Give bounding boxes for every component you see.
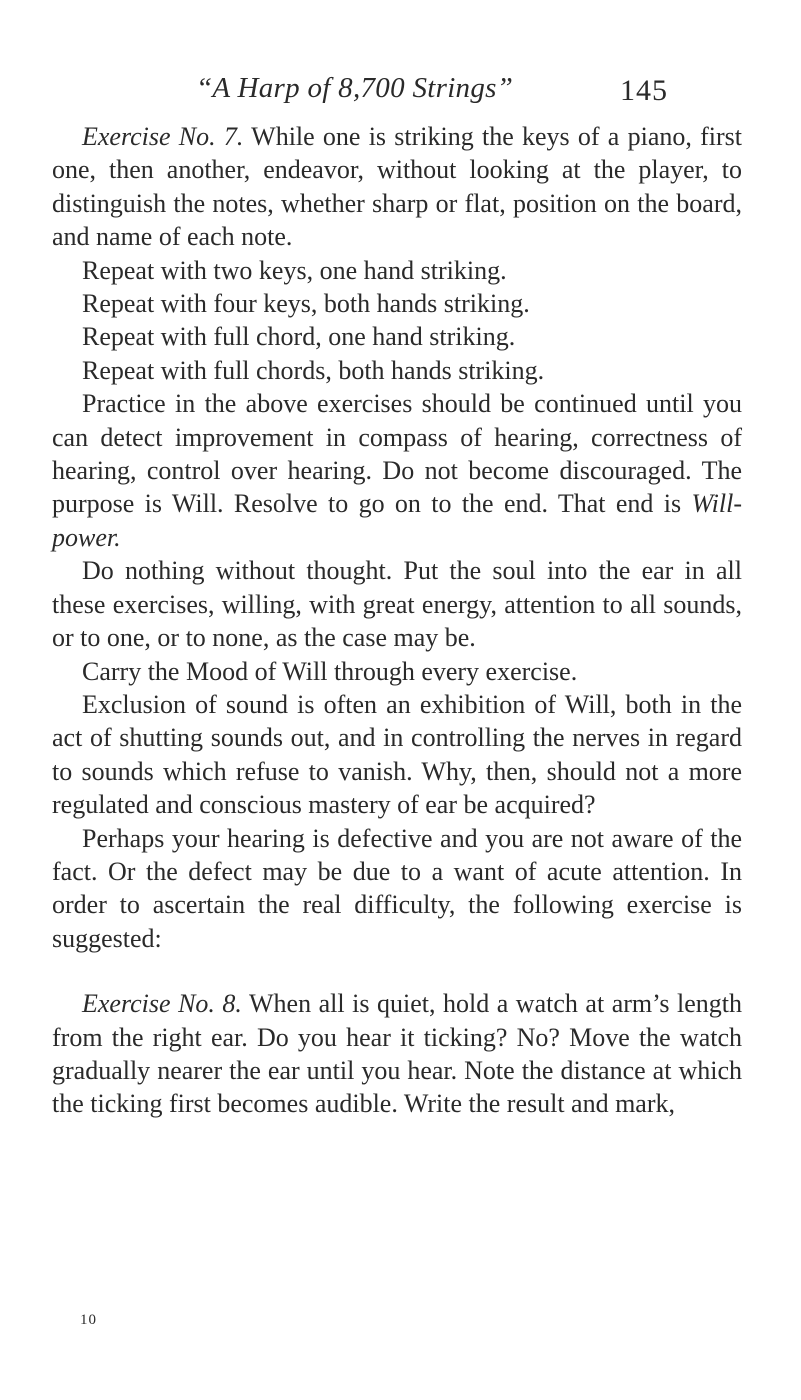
signature-mark: 10 xyxy=(80,1312,97,1328)
body-text xyxy=(52,120,742,1121)
exercise-8-label: Exercise No. 8. xyxy=(82,989,242,1019)
running-head-title: “A Harp of 8,700 Strings” xyxy=(196,72,514,104)
exercise-7-paragraph xyxy=(52,120,742,254)
perhaps-paragraph: Perhaps your hearing is defective and you are not aware of the fact. Or the defect may be due to a want of acute attention. In order to ascertain the real difficulty, the following exercise is suggested: xyxy=(52,823,742,953)
repeat-line-3: Repeat with full chord, one hand striking. xyxy=(82,322,516,352)
page-number: 145 xyxy=(620,74,668,107)
practice-paragraph xyxy=(52,387,742,554)
exercise-7-text: While one is striking the keys of a piano, first one, then another, endeavor, without looking at the player, to distinguish the notes, whether sharp or flat, position on the board, and name of each note. xyxy=(52,122,742,252)
repeat-line-4: Repeat with full chords, both hands striking. xyxy=(82,355,545,385)
exercise-7-label: Exercise No. 7. xyxy=(82,122,244,151)
mood-paragraph: Carry the Mood of Will through every exercise. xyxy=(82,656,578,686)
do-nothing-paragraph: Do nothing without thought. Put the soul into the ear in all these exercises, willing, with great energy, attention to all sounds, or to one, or to none, as the case may be. xyxy=(52,556,742,653)
exercise-8-paragraph xyxy=(52,987,742,1121)
repeat-line-1: Repeat with two keys, one hand striking. xyxy=(82,255,507,285)
will-power-emphasis: Will-power. xyxy=(52,489,742,552)
repeat-line-2: Repeat with four keys, both hands striking. xyxy=(82,289,530,319)
practice-text: Practice in the above exercises should be continued until you can detect improvement in compass of hearing, correctness of hearing, control over hearing. Do not become discouraged. The purpose is Will. Resolve to go on to the end. That end is xyxy=(52,389,742,519)
exclusion-paragraph: Exclusion of sound is often an exhibition of Will, both in the act of shutting sounds out, and in controlling the nerves in regard to sounds which refuse to vanish. Why, then, should not a more regulated and conscious mastery of ear be acquired? xyxy=(52,689,742,820)
exercise-8-text: When all is quiet, hold a watch at arm’s length from the right ear. Do you hear it ticking? No? Move the watch gradually nearer the ear until you hear. Note the distance at which the ticking first becomes audible. Write the result and mark, xyxy=(52,989,742,1119)
